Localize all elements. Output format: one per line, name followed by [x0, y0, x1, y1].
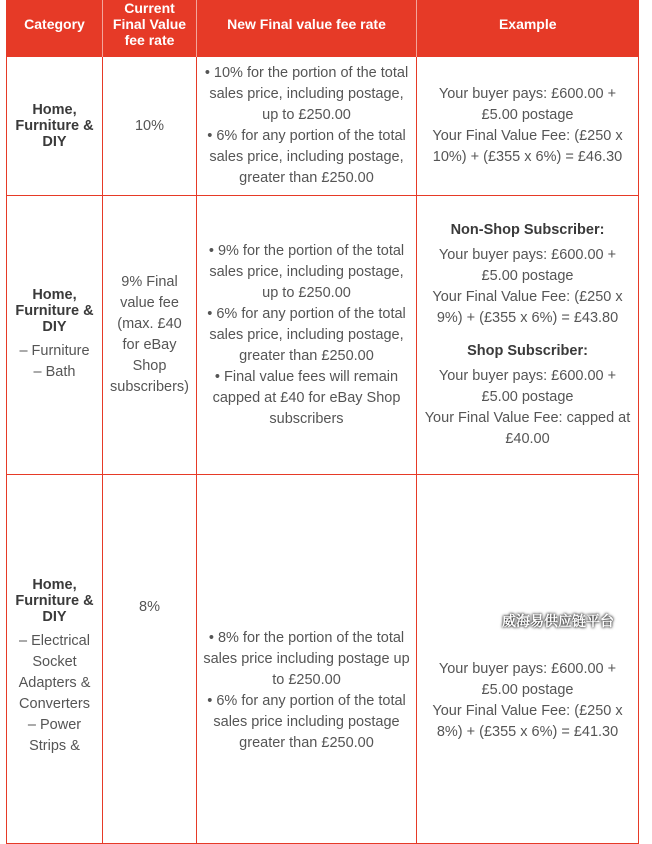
- category-line: Furniture &: [15, 303, 94, 319]
- category-line: Furniture &: [15, 118, 94, 134]
- current-fee-cell: [103, 475, 197, 844]
- category-cell: [7, 57, 103, 196]
- example-line: Your Final Value Fee: (£250 x 9%) + (£355 x 6%) = £43.80: [432, 289, 623, 326]
- new-fee-bullet: • 6% for any portion of the total sales price, including postage, greater than £250.00: [207, 128, 406, 186]
- example-line: Your Final Value Fee: (£250 x 10%) + (£355 x 6%) = £46.30: [432, 128, 623, 165]
- new-fee-cell: [197, 475, 417, 844]
- subcategory-line: – Power Strips &: [27, 717, 82, 754]
- example-line: Your Final Value Fee: (£250 x 8%) + (£355 x 6%) = £41.30: [432, 703, 623, 740]
- example-line: Your buyer pays: £600.00 + £5.00 postage: [438, 368, 617, 405]
- header-current-fee: Current Final Value fee rate: [103, 0, 197, 57]
- fee-table: [6, 0, 639, 844]
- header-new-fee: New Final value fee rate: [197, 0, 417, 57]
- example-cell: [417, 196, 639, 475]
- table-row: [7, 196, 639, 475]
- current-fee-text: 10%: [134, 117, 165, 134]
- wechat-icon: [472, 612, 496, 630]
- watermark: [472, 611, 614, 631]
- example-cell: [417, 475, 639, 844]
- table-row: [7, 57, 639, 196]
- new-fee-cell: [197, 57, 417, 196]
- example-cell: [417, 57, 639, 196]
- header-example: Example: [417, 0, 639, 57]
- new-fee-bullet: • 10% for the portion of the total sales price, including postage, up to £250.00: [204, 65, 409, 123]
- new-fee-bullet: • 8% for the portion of the total sales price including postage up to £250.00: [203, 629, 410, 688]
- new-fee-bullet: • 6% for any portion of the total sales price, including postage, greater than £250.00: [207, 305, 406, 364]
- category-cell: [7, 196, 103, 475]
- category-line: Home,: [32, 577, 77, 593]
- example-line: Your buyer pays: £600.00 + £5.00 postage: [438, 247, 617, 284]
- example-heading: Non-Shop Subscriber:: [450, 222, 605, 238]
- current-fee-text: 8%: [139, 599, 160, 615]
- example-line: Your Final Value Fee: capped at £40.00: [424, 410, 631, 447]
- category-cell: [7, 475, 103, 844]
- category-line: DIY: [42, 609, 67, 625]
- category-line: Home,: [32, 287, 77, 303]
- current-fee-cell: [103, 196, 197, 475]
- example-line: Your buyer pays: £600.00 + £5.00 postage: [438, 86, 617, 123]
- category-line: DIY: [42, 319, 67, 335]
- current-fee-cell: [103, 57, 197, 196]
- table-row: [7, 475, 639, 844]
- subcategory-line: – Furniture: [19, 343, 90, 359]
- category-line: DIY: [42, 134, 67, 150]
- subcategory-line: – Electrical Socket Adapters & Converters: [18, 633, 91, 712]
- new-fee-cell: [197, 196, 417, 475]
- new-fee-bullet: • 6% for any portion of the total sales price including postage greater than £250.00: [207, 692, 406, 751]
- new-fee-bullet: • 9% for the portion of the total sales price, including postage, up to £250.00: [208, 242, 405, 301]
- example-heading: Shop Subscriber:: [467, 343, 588, 359]
- new-fee-bullet: • Final value fees will remain capped at £40 for eBay Shop subscribers: [212, 368, 401, 427]
- subcategory-line: – Bath: [33, 364, 76, 380]
- header-category: Category: [7, 0, 103, 57]
- current-fee-text: 9% Final value fee (max. £40 for eBay Shop subscribers): [110, 274, 189, 395]
- example-line: Your buyer pays: £600.00 + £5.00 postage: [438, 661, 617, 698]
- category-line: Home,: [32, 102, 77, 118]
- watermark-text: 威海易供应链平台: [502, 613, 614, 629]
- category-line: Furniture &: [15, 593, 94, 609]
- table-header-row: [7, 0, 639, 57]
